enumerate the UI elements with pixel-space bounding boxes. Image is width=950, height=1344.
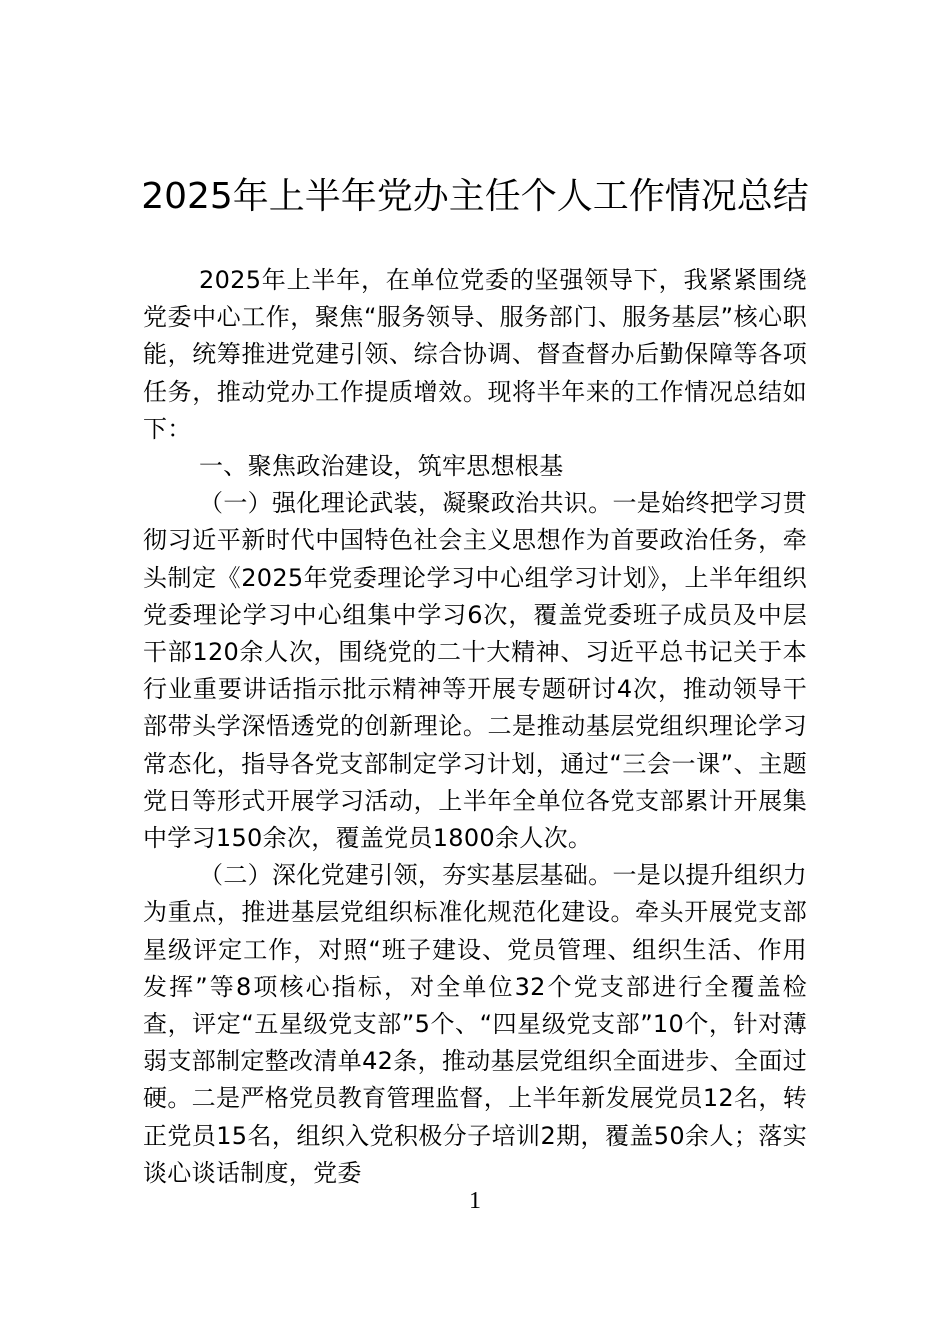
subsection-paragraph-1: （一）强化理论武装，凝聚政治共识。一是始终把学习贯彻习近平新时代中国特色社会主义思想作为首要政治任务，牵头制定《2025年党委理论学习中心组学习计划》，上半年组织党委理论学习中心组集中学习6次，覆盖党委班子成员及中层干部120余人次，围绕党的二十大精神、习近平总书记关于本行业重要讲话指示批示精神等开展专题研讨4次，推动领导干部带头学深悟透党的创新理论。二是推动基层党组织理论学习常态化，指导各党支部制定学习计划，通过“三会一课”、主题党日等形式开展学习活动，上半年全单位各党支部累计开展集中学习150余次，覆盖党员1800余人次。: [143, 489, 807, 853]
section-heading-1: 一、聚焦政治建设，筑牢思想根基: [199, 452, 564, 481]
subsection-paragraph-2: （二）深化党建引领，夯实基层基础。一是以提升组织力为重点，推进基层党组织标准化规范化建设。牵头开展党支部星级评定工作，对照“班子建设、党员管理、组织生活、作用发挥”等8项核心指标，对全单位32个党支部进行全覆盖检查，评定“五星级党支部”5个、“四星级党支部”10个，针对薄弱支部制定整改清单42条，推动基层党组织全面进步、全面过硬。二是严格党员教育管理监督，上半年新发展党员12名，转正党员15名，组织入党积极分子培训2期，覆盖50余人；落实谈心谈话制度，党委: [143, 861, 807, 1187]
intro-paragraph: 2025年上半年，在单位党委的坚强领导下，我紧紧围绕党委中心工作，聚焦“服务领导、服务部门、服务基层”核心职能，统筹推进党建引领、综合协调、督查督办后勤保障等各项任务，推动党办工作提质增效。现将半年来的工作情况总结如下：: [143, 266, 807, 443]
page-number: 1: [469, 1188, 481, 1214]
document-body: [143, 262, 807, 1192]
document-title: 2025年上半年党办主任个人工作情况总结: [141, 176, 809, 217]
